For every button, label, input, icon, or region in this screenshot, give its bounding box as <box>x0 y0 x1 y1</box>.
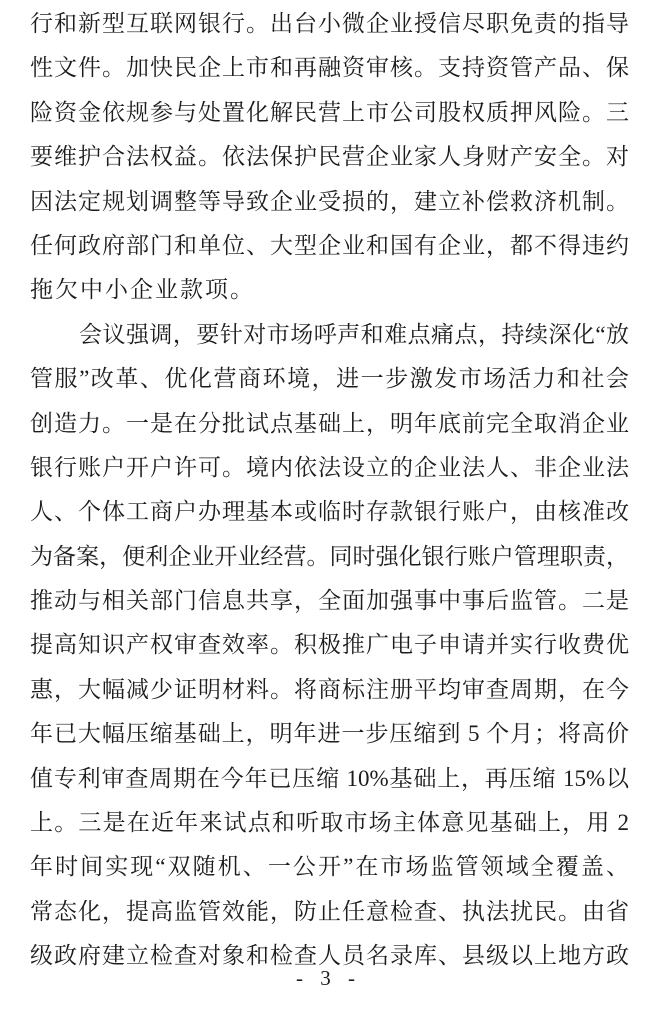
text-line: 会议强调，要针对市场呼声和难点痛点，持续深化“放 <box>79 321 629 347</box>
text-line: 上。三是在近年来试点和听取市场主体意见基础上，用 2 <box>30 810 629 836</box>
text-line: 任何政府部门和单位、大型企业和国有企业，都不得违约 <box>30 232 629 258</box>
text-line: 性文件。加快民企上市和再融资审核。支持资管产品、保 <box>30 55 629 81</box>
text-line: 惠，大幅减少证明材料。将商标注册平均审查周期，在今 <box>30 676 629 702</box>
text-line: 常态化，提高监管效能，防止任意检查、执法扰民。由省 <box>30 898 629 924</box>
text-line: 提高知识产权审查效率。积极推广电子申请并实行收费优 <box>30 632 629 658</box>
text-line: 银行账户开户许可。境内依法设立的企业法人、非企业法 <box>30 454 629 480</box>
text-line: 因法定规划调整等导致企业受损的，建立补偿救济机制。 <box>30 188 629 214</box>
text-line: 拖欠中小企业款项。 <box>30 277 255 303</box>
text-line: 管服”改革、优化营商环境，进一步激发市场活力和社会 <box>30 366 629 392</box>
text-line: 人、个体工商户办理基本或临时存款银行账户，由核准改 <box>30 499 629 525</box>
text-line: 推动与相关部门信息共享，全面加强事中事后监管。二是 <box>30 588 629 614</box>
text-line: 险资金依规参与处置化解民营上市公司股权质押风险。三 <box>30 99 629 125</box>
text-line: 级政府建立检查对象和检查人员名录库、县级以上地方政 <box>30 943 629 969</box>
text-line: 行和新型互联网银行。出台小微企业授信尽职免责的指导 <box>30 11 629 36</box>
text-line: 创造力。一是在分批试点基础上，明年底前完全取消企业 <box>30 410 629 436</box>
text-line: 年已大幅压缩基础上，明年进一步压缩到 5 个月；将高价 <box>30 721 629 747</box>
page-number: - 3 - <box>296 966 361 990</box>
text-line: 值专利审查周期在今年已压缩 10%基础上，再压缩 15%以 <box>30 765 629 791</box>
text-line: 为备案，便利企业开业经营。同时强化银行账户管理职责， <box>30 543 629 569</box>
text-line: 年时间实现“双随机、一公开”在市场监管领域全覆盖、 <box>30 854 629 880</box>
document-body <box>30 2 629 979</box>
text-line: 要维护合法权益。依法保护民营企业家人身财产安全。对 <box>30 144 629 170</box>
